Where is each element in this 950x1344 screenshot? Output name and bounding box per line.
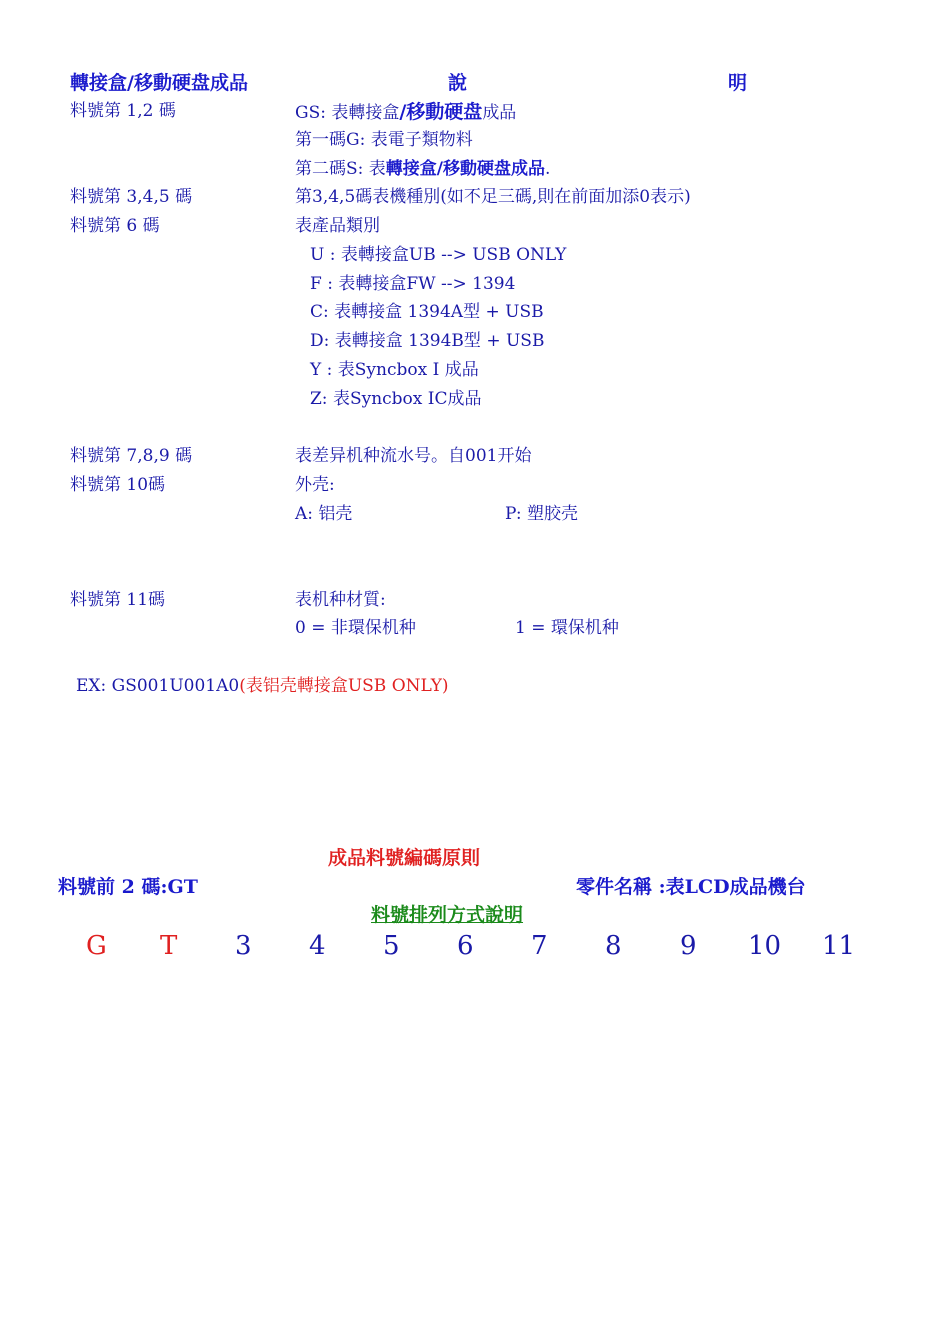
row5-option-a: A: 铝壳 [295,504,353,524]
row1-line1-post: 成品 [482,103,517,123]
example-prefix: EX: GS001U001A0 [76,676,240,696]
row3-text: 表產品類別 [295,216,380,236]
row3-label: 料號第 6 碼 [70,216,160,236]
position-4: 4 [309,931,326,961]
row3-option: Y : 表Syncbox I 成品 [310,360,479,380]
desc-header-left: 說 [448,72,468,94]
position-10: 10 [748,931,782,961]
row2-label: 料號第 3,4,5 碼 [70,187,193,207]
row3-option: D: 表轉接盒 1394B型 + USB [310,331,545,351]
position-g: G [86,931,107,961]
row1-label: 料號第 1,2 碼 [70,101,176,121]
row1-line2: 第一碼G: 表電子類物料 [295,130,473,150]
row6-text: 表机种材質: [295,590,386,610]
row1-line3-bold: 轉接盒/移動硬盘成品 [385,159,545,179]
row1-line3-post: . [545,159,551,179]
position-11: 11 [822,931,856,961]
row6-option-0: 0 = 非環保机种 [295,618,416,638]
row4-label: 料號第 7,8,9 碼 [70,446,193,466]
section2-subtitle: 料號排列方式說明 [371,904,524,926]
doc-title: 轉接盒/移動硬盘成品 [70,72,248,94]
row5-label: 料號第 10碼 [70,475,166,495]
row3-option: U : 表轉接盒UB --> USB ONLY [310,245,567,265]
row2-text: 第3,4,5碼表機種別(如不足三碼,則在前面加添0表示) [295,187,691,207]
row6-label: 料號第 11碼 [70,590,166,610]
row1-line1-bold: /移動硬盘 [399,101,483,123]
position-9: 9 [680,931,697,961]
position-8: 8 [605,931,622,961]
row1-line1-pre: GS: 表轉接盒 [295,103,400,123]
position-t: T [160,931,178,961]
row3-option: C: 表轉接盒 1394A型 + USB [310,302,544,322]
row5-option-p: P: 塑胶壳 [505,504,578,524]
position-5: 5 [383,931,400,961]
section2-left: 料號前 2 碼:GT [58,876,198,898]
row4-text: 表差异机种流水号。自001开始 [295,446,532,466]
example-line [76,678,449,695]
row1-line3 [295,161,550,178]
row3-option: F : 表轉接盒FW --> 1394 [310,274,516,294]
row6-option-1: 1 = 環保机种 [515,618,619,638]
row1-line3-pre: 第二碼S: 表 [295,159,386,179]
row5-text: 外壳: [295,475,335,495]
position-6: 6 [457,931,474,961]
position-3: 3 [235,931,252,961]
section2-title: 成品料號編碼原則 [328,847,481,869]
row3-option: Z: 表Syncbox IC成品 [310,389,482,409]
desc-header-right: 明 [728,72,748,94]
position-7: 7 [531,931,548,961]
row1-line1 [295,103,516,122]
example-note: (表铝壳轉接盒USB ONLY) [239,676,449,696]
section2-right: 零件名稱 :表LCD成品機台 [576,876,806,898]
